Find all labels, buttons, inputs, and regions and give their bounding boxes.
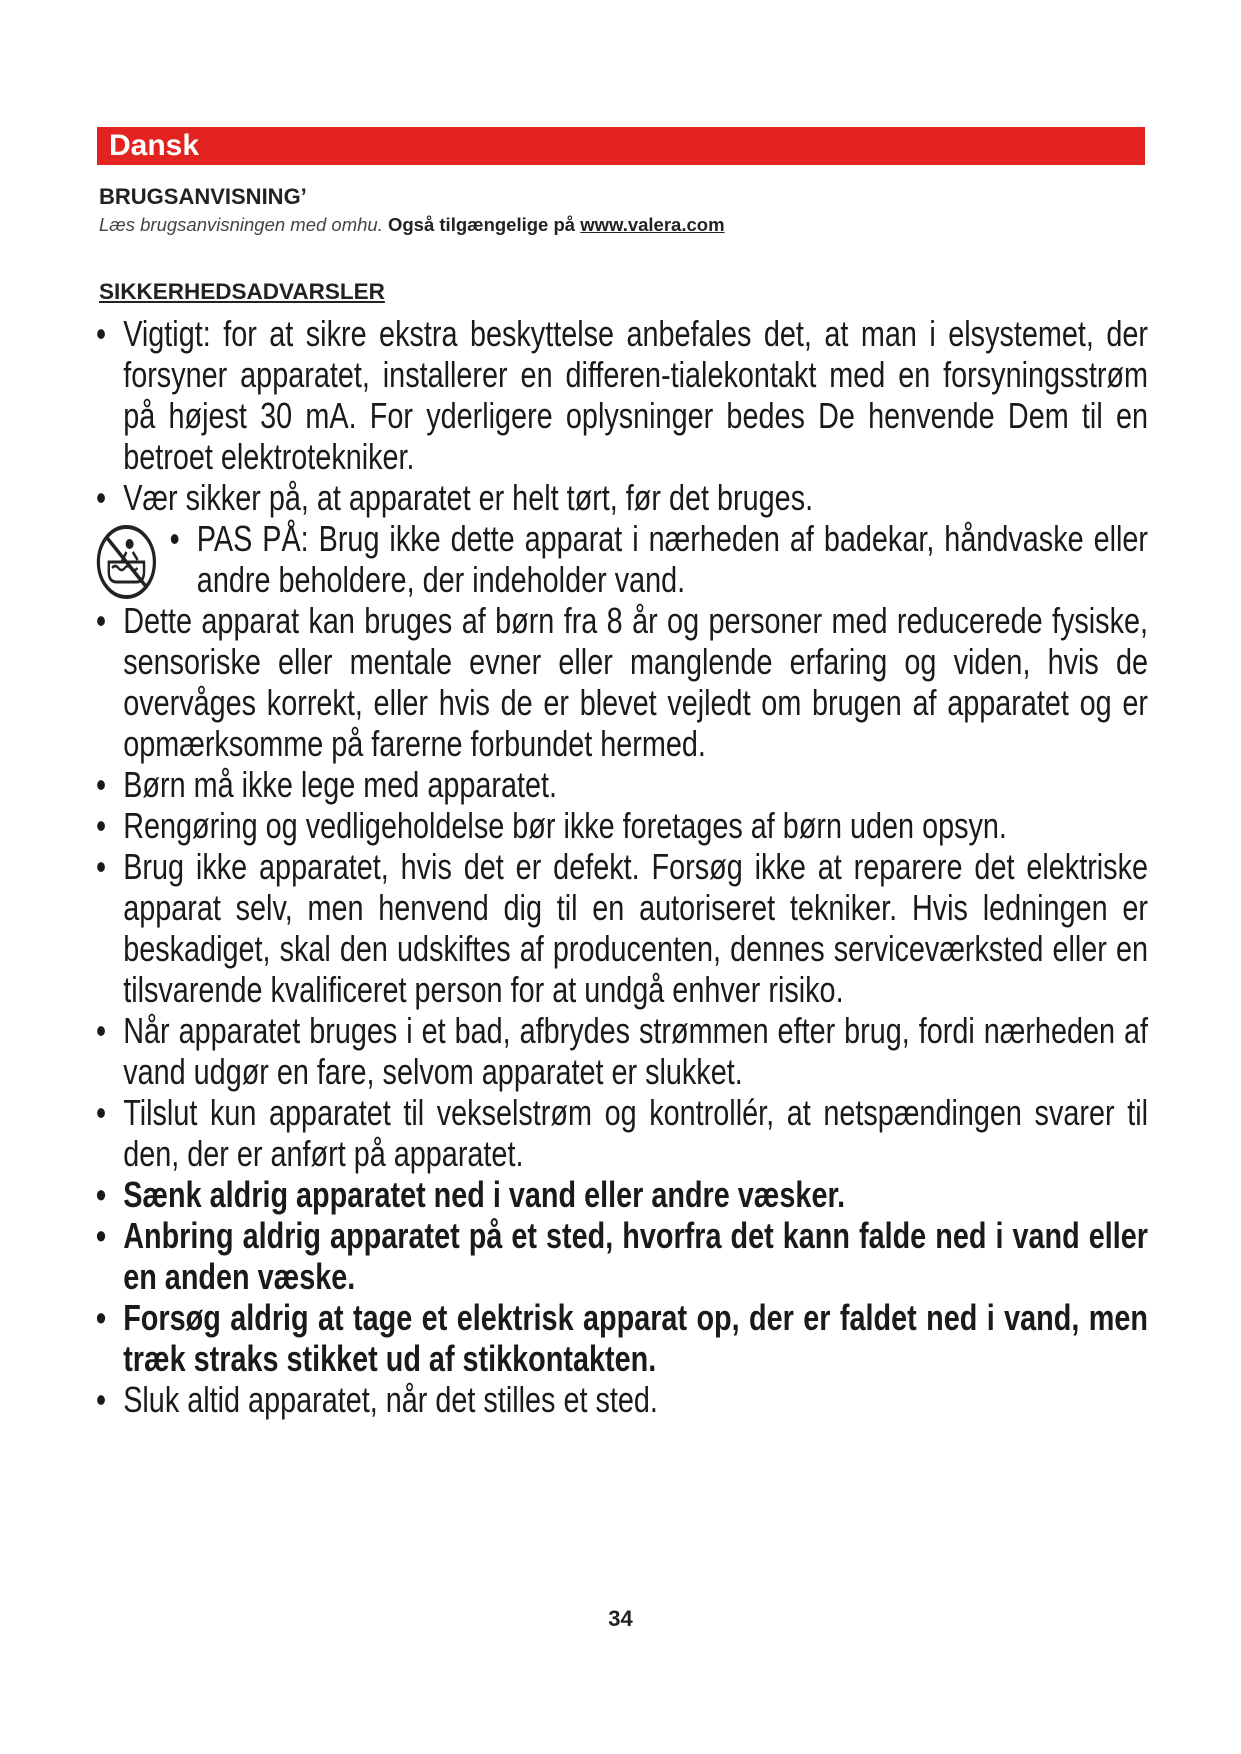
document-title: BRUGSANVISNING’ — [99, 184, 307, 209]
item-text: Anbring aldrig apparatet på et sted, hvorfra det kann falde ned i vand eller en anden væske. — [123, 1215, 1149, 1297]
section-heading: SIKKERHEDSADVARSLER — [99, 279, 385, 304]
page-number: 34 — [608, 1606, 633, 1631]
item-text: Sænk aldrig apparatet ned i vand eller andre væsker. — [123, 1174, 846, 1215]
list-item — [96, 764, 1148, 805]
list-item — [96, 518, 1148, 600]
list-item — [96, 1215, 1148, 1297]
item-text: Sluk altid apparatet, når det stilles et sted. — [123, 1379, 658, 1420]
list-item — [96, 600, 1148, 764]
item-text: PAS PÅ: Brug ikke dette apparat i nærheden af badekar, håndvaske eller andre beholdere, der indeholder vand. — [196, 518, 1149, 600]
warning-list — [96, 313, 1148, 1420]
subtitle-italic: Læs brugsanvisningen med omhu. — [99, 214, 383, 235]
bullet: • — [169, 518, 180, 559]
subtitle-bold: Også tilgængelige på — [387, 214, 576, 235]
list-item — [96, 805, 1148, 846]
bullet: • — [96, 846, 107, 887]
list-item — [96, 1174, 1148, 1215]
list-item — [96, 846, 1148, 1010]
item-text: Forsøg aldrig at tage et elektrisk apparat op, der er faldet ned i vand, men træk straks stikket ud af stikkontakten. — [123, 1297, 1149, 1379]
bullet: • — [96, 1174, 107, 1215]
list-item — [96, 1092, 1148, 1174]
bullet: • — [96, 1215, 107, 1256]
item-text: Rengøring og vedligeholdelse bør ikke foretages af børn uden opsyn. — [123, 805, 1007, 846]
item-text: Tilslut kun apparatet til vekselstrøm og kontrollér, at netspændingen svarer til den, der er anført på apparatet. — [123, 1092, 1149, 1174]
item-text: Når apparatet bruges i et bad, afbrydes strømmen efter brug, fordi nærheden af vand udgør en fare, selvom apparatet er slukket. — [123, 1010, 1149, 1092]
subtitle-line — [99, 214, 725, 236]
bullet: • — [96, 1092, 107, 1133]
item-text: Brug ikke apparatet, hvis det er defekt. Forsøg ikke at reparere det elektriske apparat selv, men henvend dig til en autoriseret tekniker. Hvis ledningen er beskadiget, skal den udskiftes af producenten, dennes serviceværksted eller en tilsvarende kvalificeret person for at undgå enhver risiko. — [123, 846, 1149, 1010]
bullet: • — [96, 600, 107, 641]
item-text: Vigtigt: for at sikre ekstra beskyttelse anbefales det, at man i elsystemet, der forsyner apparatet, installerer en differen-tialekontakt med en forsyningsstrøm på højest 30 mA. For yderligere oplysninger bedes De henvende Dem til en betroet elektrotekniker. — [123, 313, 1149, 477]
list-item — [96, 313, 1148, 477]
language-bar: Dansk — [97, 127, 1145, 165]
item-text: Børn må ikke lege med apparatet. — [123, 764, 558, 805]
list-item — [96, 477, 1148, 518]
list-item — [96, 1010, 1148, 1092]
website-link[interactable]: www.valera.com — [580, 214, 725, 235]
bullet: • — [96, 1379, 107, 1420]
bullet: • — [96, 477, 107, 518]
bullet: • — [96, 805, 107, 846]
bullet: • — [96, 764, 107, 805]
list-item — [96, 1379, 1148, 1420]
item-text: Vær sikker på, at apparatet er helt tørt, før det bruges. — [123, 477, 814, 518]
item-text: Dette apparat kan bruges af børn fra 8 år og personer med reducerede fysiske, sensoriske eller mentale evner eller manglende erfaring og viden, hvis de overvåges korrekt, eller hvis de er blevet vejledt om brugen af apparatet og er opmærksomme på farerne forbundet hermed. — [123, 600, 1149, 764]
bullet: • — [96, 1297, 107, 1338]
list-item — [96, 1297, 1148, 1379]
no-water-bath-icon — [94, 522, 158, 602]
bullet: • — [96, 1010, 107, 1051]
bullet: • — [96, 313, 107, 354]
